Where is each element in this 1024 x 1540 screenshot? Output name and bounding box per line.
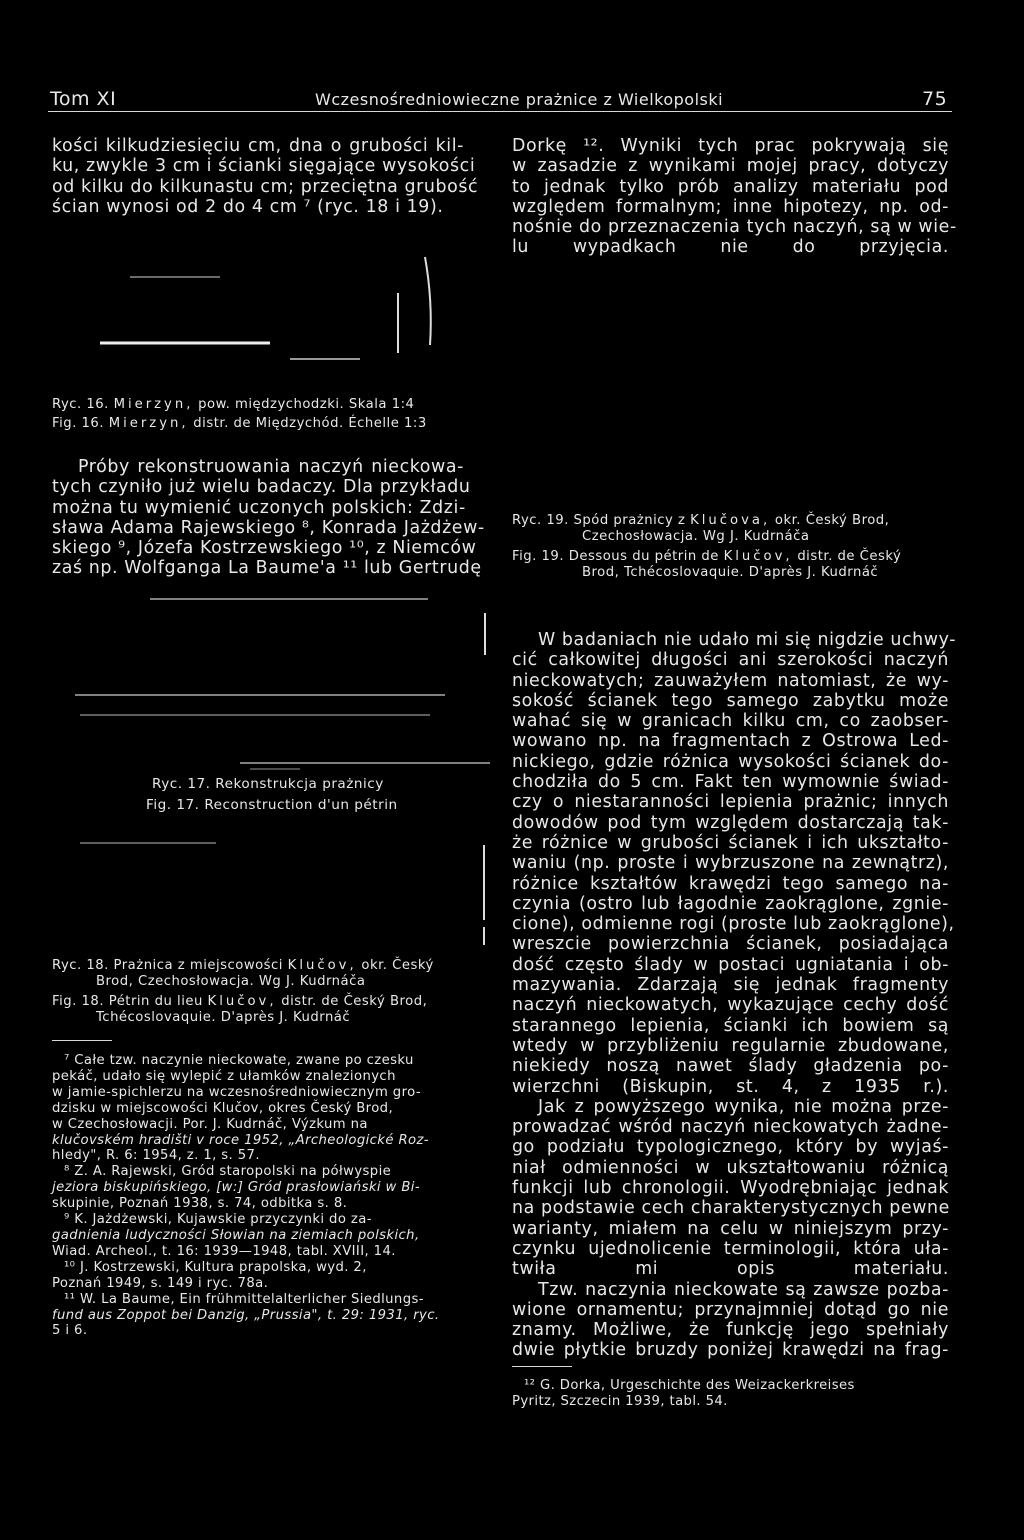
text-line: od kilku do kilkunastu cm; przeciętna grubość: [52, 176, 479, 197]
footnote-line: ⁸ Z. A. Rajewski, Gród staropolski na półwyspie: [64, 1164, 392, 1180]
text-line: zaś np. Wolfganga La Baume'a ¹¹ lub Gertrudę: [52, 558, 482, 579]
text-line: funkcji lub chronologii. Wyodrębniając jednak: [512, 1178, 949, 1199]
text-line: cione), odmienne rogi (proste lub zaokrąglone),: [512, 914, 955, 935]
caption-rest: distr. de Český: [797, 549, 902, 564]
caption-pl: [512, 513, 952, 529]
text-line: na podstawie cech charakterystycznych pewne: [512, 1198, 950, 1219]
caption-rest: okr. Český Brod,: [774, 513, 890, 528]
header-rule: [48, 111, 952, 112]
footnote-line: w Czechosłowacji. Por. J. Kudrnáč, Výzkum na: [52, 1116, 368, 1132]
caption-place: Klučov,: [723, 549, 793, 564]
footnote-line: hledy", R. 6: 1954, z. 1, s. 57.: [52, 1148, 260, 1164]
text-line: czynku ujednolicenie terminologii, która uła-: [512, 1238, 949, 1259]
text-line: nickiego, gdzie różnica wysokości ścianek do-: [512, 751, 949, 772]
footnote-italic: jeziora biskupińskiego, [w:] Gród prasłowiański w Bi-: [52, 1180, 421, 1196]
footnotes-left: [52, 1053, 464, 1339]
figure-17-drawing: [60, 595, 490, 785]
footnote-line: skupinie, Poznań 1938, s. 74, odbitka s. 8.: [52, 1196, 348, 1212]
right-top-paragraph: [512, 136, 957, 258]
caption-label: Ryc. 18. Prażnica z miejscowości: [52, 958, 283, 973]
footnote-line: ⁷ Całe tzw. naczynie nieckowate, zwane po czesku: [64, 1053, 414, 1068]
text-line: dość często ślady w postaci ugniatania i ob-: [512, 954, 949, 975]
caption-rest: pow. międzychodzki. Skala 1:4: [198, 397, 415, 412]
footnote-italic: klučovském hradišti v roce 1952, „Archeologické Roz-: [52, 1132, 429, 1148]
text-line: kości kilkudziesięciu cm, dna o grubości kil-: [52, 136, 464, 156]
text-line: wierzchni (Biskupin, st. 4, z 1935 r.).: [512, 1076, 949, 1097]
footnote-line: Pyritz, Szczecin 1939, tabl. 54.: [512, 1393, 728, 1409]
caption-label: Ryc. 16.: [52, 397, 109, 412]
caption-label: Fig. 16.: [52, 415, 105, 431]
text-line: w zasadzie z wynikami mojej pracy, dotyczy: [512, 156, 949, 177]
text-line: Jak z powyższego wynika, nie można prze-: [538, 1096, 949, 1117]
text-line: nośnie do przeznaczenia tych naczyń, są w wie-: [512, 217, 957, 238]
text-line: niał odmienności w ukształtowaniu różnicą: [512, 1157, 949, 1178]
caption-fr-cont: Tchécoslovaquie. D'après J. Kudrnáč: [96, 1009, 351, 1025]
footnote-right: [512, 1378, 949, 1410]
text-line: W badaniach nie udało mi się nigdzie uchwy-: [538, 630, 957, 650]
caption-rest: distr. de Český Brod,: [281, 994, 428, 1009]
text-line: czynia (ostro lub łagodnie zaokrąglone, zgnie-: [512, 893, 949, 914]
text-line: naczyń nieckowatych, wykazujące cechy dość: [512, 995, 949, 1016]
caption-pl: Ryc. 17. Rekonstrukcja prażnicy: [152, 776, 384, 792]
footnote-line: Wiad. Archeol., t. 16: 1939—1948, tabl. XVIII, 14.: [52, 1243, 396, 1259]
volume-label: Tom XI: [50, 88, 117, 110]
footnote-line: [52, 1228, 464, 1244]
footnote-rule: [52, 1040, 112, 1041]
caption-pl-cont: Czechosłowacja. Wg J. Kudrnáča: [582, 528, 810, 544]
footnote-line: Poznań 1949, s. 149 i ryc. 78a.: [52, 1275, 269, 1291]
footnote-italic: fund aus Zoppot bei Danzig, „Prussia", t. 29: 1931, ryc.: [52, 1307, 440, 1323]
caption-pl: [52, 958, 492, 974]
footnote-line: [52, 1308, 464, 1324]
text-line: dowodów pod tym względem dostarczają tak-: [512, 812, 949, 833]
text-line: ku, zwykle 3 cm i ścianki sięgające wysokości: [52, 156, 476, 177]
footnote-rule-right: [512, 1366, 572, 1367]
caption-label: Ryc. 19. Spód prażnicy z: [512, 513, 686, 528]
text-line: czy o niestaranności lepienia prażnic; innych: [512, 792, 949, 813]
text-line: sokość ścianek tego samego zabytku może: [512, 690, 949, 711]
text-line: niekiedy noszą nawet ślady gładzenia po-: [512, 1056, 949, 1077]
caption-fr: Fig. 17. Reconstruction d'un pétrin: [146, 796, 398, 813]
text-line: cić całkowitej długości ani szerokości naczyń: [512, 650, 949, 671]
text-line: względem formalnym; inne hipotezy, np. od-: [512, 196, 949, 217]
caption-rest: distr. de Międzychód. Échelle 1:3: [193, 415, 427, 431]
caption-place: Klučov,: [287, 958, 357, 973]
text-line: że różnice w grubości ścianek i ich ukształto-: [512, 832, 949, 853]
text-line: lu wypadkach nie do przyjęcia.: [512, 237, 949, 258]
text-line: starannego lepienia, ścianki ich bowiem są: [512, 1015, 949, 1036]
right-body-paragraph: [512, 630, 957, 1361]
text-line: sława Adama Rajewskiego ⁸, Konrada Jażdżew-: [52, 517, 485, 538]
text-line: wreszcie powierzchnia ścianek, posiadająca: [512, 934, 949, 955]
text-line: wowano np. na fragmentach z Ostrowa Led-: [512, 731, 949, 752]
caption-pl-cont: Brod, Czechosłowacja. Wg J. Kudrnáča: [96, 973, 366, 989]
text-line: wtedy w przybliżeniu regularnie zbudowane,: [512, 1035, 949, 1056]
text-line: to jednak tylko prób analizy materiału pod: [512, 176, 949, 197]
footnote-italic: gadnienia ludyczności Słowian na ziemiach polskich,: [52, 1227, 420, 1243]
caption-fr-cont: Brod, Tchécoslovaquie. D'après J. Kudrnáč: [582, 564, 879, 580]
caption-rest: okr. Český: [361, 958, 434, 973]
text-line: twiła mi opis materiału.: [512, 1259, 949, 1280]
text-line: go podziału typologicznego, który by wyjaś-: [512, 1137, 949, 1158]
text-line: wahać się w granicach kilku cm, co zaobser-: [512, 711, 949, 732]
text-line: prowadzać wśród naczyń nieckowatych żadne-: [512, 1117, 949, 1138]
left-top-paragraph: [52, 136, 479, 217]
caption-fr: [512, 549, 952, 565]
text-line: mazywania. Zdarzają się jednak fragmenty: [512, 975, 949, 996]
footnote-line: 5 i 6.: [52, 1323, 88, 1339]
caption-place: Klučov,: [207, 994, 277, 1009]
figure-18-drawing: [60, 835, 490, 945]
page-number: 75: [922, 88, 948, 110]
caption-pl: [52, 397, 472, 413]
caption-place: Mierzyn,: [108, 415, 189, 431]
text-line: znamy. Możliwe, że funkcję jego spełniały: [512, 1320, 949, 1341]
text-line: chodziła do 5 cm. Fakt ten wymownie świad-: [512, 772, 949, 793]
figure-16-drawing: [100, 255, 460, 375]
text-line: Tzw. naczynia nieckowate są zawsze pozba-: [538, 1279, 949, 1300]
figure-17-caption: [146, 777, 466, 813]
text-line: ścian wynosi od 2 do 4 cm ⁷ (ryc. 18 i 19).: [52, 196, 444, 217]
text-line: Próby rekonstruowania naczyń nieckowa-: [78, 457, 464, 477]
footnote-line: [52, 1133, 464, 1149]
text-line: można tu wymienić uczonych polskich: Zdzi-: [52, 497, 466, 518]
text-line: Dorkę ¹². Wyniki tych prac pokrywają się: [512, 136, 949, 156]
footnote-line: dzisku w miejscowości Klučov, okres Český Brod,: [52, 1100, 394, 1116]
footnote-line: ¹⁰ J. Kostrzewski, Kultura prapolska, wyd. 2,: [64, 1259, 367, 1275]
footnote-line: ¹² G. Dorka, Urgeschichte des Weizackerkreises: [524, 1378, 855, 1393]
text-line: warianty, miałem na celu w niniejszym przy-: [512, 1218, 949, 1239]
figure-19-caption: [512, 513, 952, 580]
caption-fr: [52, 994, 492, 1010]
text-line: nieckowatych; zauważyłem natomiast, że wy-: [512, 670, 949, 691]
footnote-line: ¹¹ W. La Baume, Ein frühmittelalterlicher Siedlungs-: [64, 1291, 424, 1307]
caption-fr: [52, 416, 472, 432]
caption-label: Fig. 19. Dessous du pétrin de: [512, 549, 719, 564]
caption-place: Mierzyn,: [113, 397, 194, 412]
text-line: waniu (np. proste i wybrzuszone na zewnątrz),: [512, 853, 949, 874]
caption-label: Fig. 18. Pétrin du lieu: [52, 994, 203, 1009]
footnote-line: w jamie-spichlerzu na wczesnośredniowiecznym gro-: [52, 1084, 421, 1100]
caption-place: Klučova,: [690, 513, 771, 528]
left-middle-paragraph: [52, 457, 485, 579]
text-line: tych czyniło już wielu badaczy. Dla przykładu: [52, 477, 471, 498]
text-line: dwie płytkie bruzdy poniżej krawędzi na frag-: [512, 1340, 949, 1361]
text-line: wione ornamentu; przynajmniej dotąd go nie: [512, 1299, 949, 1320]
figure-16-caption: [52, 397, 472, 431]
footnote-line: pekáč, udało się wylepić z ułamków znalezionych: [52, 1068, 396, 1084]
text-line: skiego ⁹, Józefa Kostrzewskiego ¹⁰, z Niemców: [52, 538, 477, 559]
footnote-line: [52, 1180, 464, 1196]
footnote-line: ⁹ K. Jażdżewski, Kujawskie przyczynki do za-: [64, 1212, 372, 1228]
running-title: Wczesnośredniowieczne prażnice z Wielkopolski: [315, 90, 724, 109]
figure-18-caption: [52, 958, 492, 1025]
text-line: różnice kształtów krawędzi tego samego na-: [512, 873, 949, 894]
